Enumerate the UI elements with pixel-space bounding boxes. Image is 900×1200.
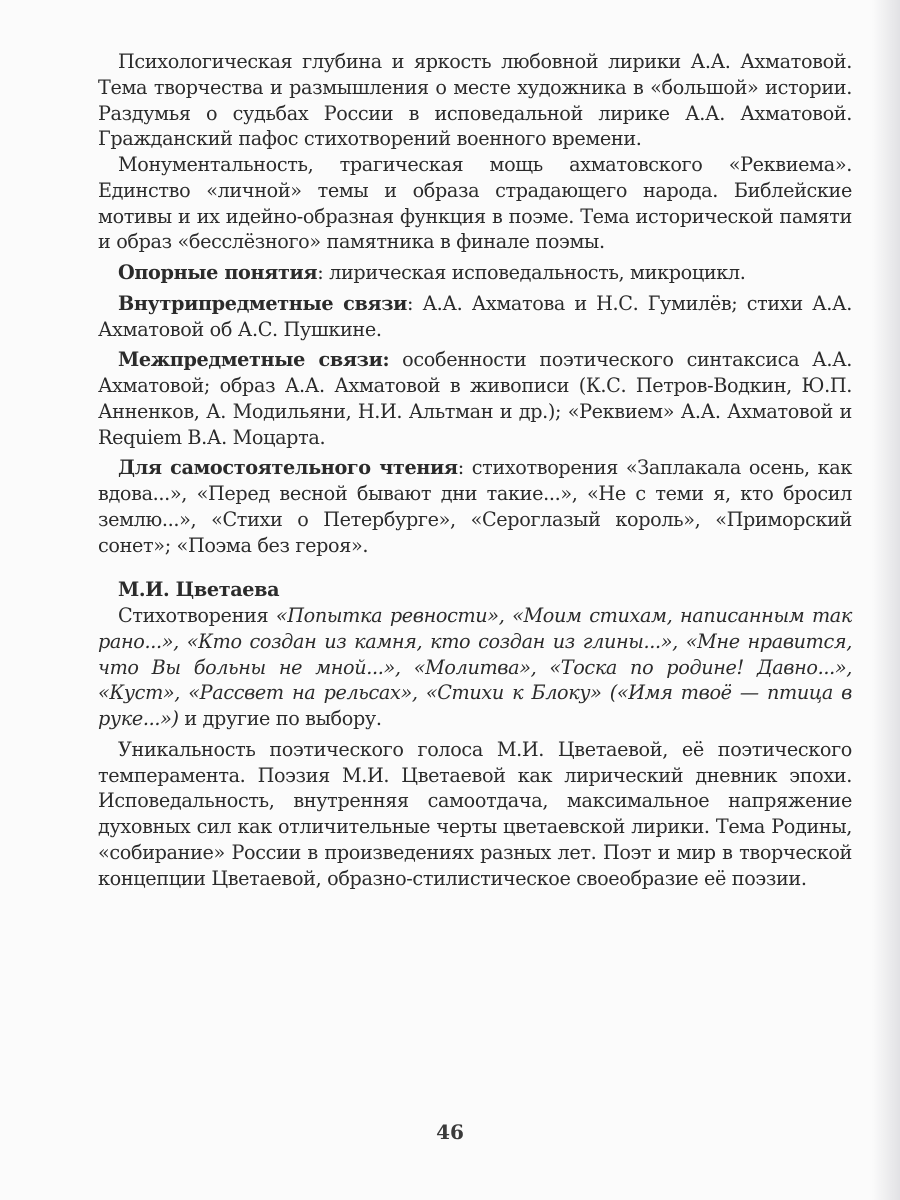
intra-subject-text: : А.А. Ахматова и Н.С. Гумилёв; стихи А.А. Ахматовой об А.С. Пушкине. (98, 291, 852, 341)
page-number: 46 (436, 1120, 464, 1144)
poems-outro: и другие по выбору. (178, 707, 382, 730)
intra-subject-label: Внутрипредметные связи (118, 291, 408, 315)
paragraph-tsvetaeva-uniqueness: Уникальность поэтического голоса М.И. Цветаевой, её поэтического темперамента. Поэзия М.И. Цветаевой как лирический дневник эпохи. Исповедальность, внутренняя самоотдача, максимальное напряжение духовных сил как отличительные черты цветаевской лирики. Тема Родины, «собирание» России в произведениях разных лет. Поэт и мир в творческой концепции Цветаевой, образно-стилистическое своеобразие её поэзии. (98, 737, 852, 890)
section-heading-tsvetaeva: М.И. Цветаева (118, 578, 280, 602)
page-edge-shadow (872, 0, 900, 1200)
inter-subject-label: Межпредметные связи: (118, 348, 390, 372)
independent-reading-text: : стихотворения «Заплакала осень, как вдова...», «Перед весной бывают дни такие...», «Не с теми я, кто бросил землю...», «Стихи о Петербурге», «Сероглазый король», «Приморский сонет»; «Поэма без героя». (98, 456, 852, 557)
poems-list: «Попытка ревности», «Моим стихам, написанным так рано...», «Кто создан из камня, кто создан из глины...», «Мне нравится, что Вы больны не мной...», «Молитва», «Тоска по родине! Давно...», «Куст», «Рассвет на рельсах», «Стихи к Блоку» («Имя твоё — птица в руке...») (98, 604, 852, 730)
paragraph-requiem: Монументальность, трагическая мощь ахматовского «Реквиема». Единство «личной» темы и образа страдающего народа. Библейские мотивы и их идейно-образная функция в поэме. Тема исторической памяти и образ «бесслёзного» памятника в финале поэмы. (98, 153, 852, 254)
document-body (98, 49, 852, 891)
paragraph-independent-reading (98, 455, 852, 558)
key-concepts-label: Опорные понятия (118, 261, 318, 284)
paragraph-inter-subject-links (98, 347, 852, 450)
independent-reading-label: Для самостоятельного чтения (118, 456, 458, 480)
paragraph-key-concepts (98, 260, 852, 286)
paragraph-tsvetaeva-poems (98, 603, 852, 732)
poems-intro: Стихотворения (118, 604, 276, 627)
key-concepts-text: : лирическая исповедальность, микроцикл. (317, 261, 746, 284)
paragraph-akhmatova-lyrics: Психологическая глубина и яркость любовной лирики А.А. Ахматовой. Тема творчества и размышления о месте художника в «большой» истории. Раздумья о судьбах России в исповедальной лирике А.А. Ахматовой. Гражданский пафос стихотворений военного времени. (98, 50, 852, 151)
inter-subject-text: особенности поэтического синтаксиса А.А. Ахматовой; образ А.А. Ахматовой в живописи (К.С. Петров-Водкин, Ю.П. Анненков, А. Модильяни, Н.И. Альтман и др.); «Реквием» А.А. Ахматовой и Requiem В.А. Моцарта. (98, 348, 852, 449)
paragraph-intra-subject-links (98, 291, 852, 343)
